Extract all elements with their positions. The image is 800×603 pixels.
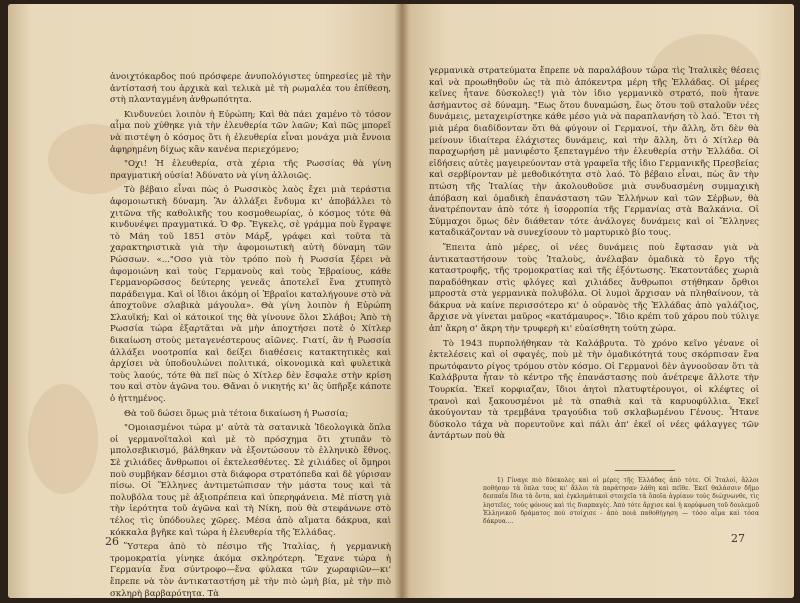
paragraph: Κινδυνεύει λοιπὸν ἡ Εὐρώπη; Καὶ θὰ πάει χαμένο τὸ τόσον αἷμα ποὺ χύθηκε γιὰ τὴν ἐλευθερία τῶν λαῶν; Καὶ πῶς μπορεῖ νὰ πιστέψη ὁ κόσμος ὅτι ἡ ἐλευθερία εἶναι μονάχα μιὰ ἔννοια ἀφηρημένη δίχως κἂν κανένα περιεχόμενο; xyxy=(110,109,391,155)
paragraph: Τὸ 1943 πυρπολήθηκαν τὰ Καλάβρυτα. Τὸ χρόνο κεῖνο γένανε οἱ ἐκτελέσεις καὶ οἱ σφαγές, ποὺ μὲ τὴν ὁμαδικότητά τους σκόρπισαν ἕνα πρωτόφαντο ρίγος τρόμου στὸν κόσμο. Οἱ Γερμανοὶ δὲν ἀγνοοῦσαν ὅτι τὰ Καλάβρυτα ἦταν τὸ κέντρο τῆς ἐπανάστασης ποὺ ἀνέτρεψε ἄλλοτε τὴν Τουρκία. Ἐκεῖ κορφιαζαν, ἴδιοι ἀητοὶ πλατυφτέρουγοι, οἱ κλέφτες οἱ τρανοὶ καὶ ξακουσμένοι μὲ τὰ σπαθιὰ καὶ τὰ καρυοφύλλια. Ἐκεῖ ἀκούγονταν τὰ τρεμβάνα τραγούδια τοῦ σκλαβωμένου Γένους. Ἦτανε δύσκολο τάχα νὰ πορευτοῦνε καὶ πάλι ἀπ' ἐκεῖ οἱ νέες φάλαγγες τῶν ἀντάρτων ποὺ θὰ xyxy=(429,338,759,442)
paragraph: Τὸ βέβαιο εἶναι πὼς ὁ Ρωσσικὸς λαὸς ἔχει μιὰ τεράστια ἀφομοιωτικὴ δύναμη. Ἂν ἀλλάξει ἔνδυμα κι' ἀποβάλλει τὸ χιτῶνα τῆς καθολικῆς του κοσμοθεωρίας, ὁ κόσμος τότε θὰ κινδυνέψει πραγματικά. Ὁ Φρ. Ἔγκελς, σὲ γράμμα ποὺ ἔγραψε τὸ Μάη τοῦ 1851 στὸν Μάρξ, γράφει καὶ τοῦτα τὰ χαρακτηριστικὰ γιὰ τὴν ἀφομοιωτικὴ αὐτὴ δύναμη τῶν Ρώσσων. «..."Οσο γιὰ τὸν τρόπο ποὺ ἡ Ρωσσία ξέρει νὰ ἀφομοιώνη καὶ τοὺς Γερμανοὺς καὶ τοὺς Ἑβραίους, κάθε Γερμανορῶσσος δεύτερης γενεᾶς ἀποτελεῖ ἕνα χτυπητὸ παράδειγμα. Καὶ οἱ ἴδιοι ἀκόμη οἱ Ἑβραῖοι καταλήγουνε στὸ νὰ ἀποχτοῦνε σλαβικὰ μάγουλα». Θὰ γίνη λοιπὸν ἡ Εὐρώπη Σλαυϊκή; Καὶ οἱ κάτοικοί της θὰ γίνουνε ὅλοι Σλάβοι; Ἀπὸ τὴ Ρωσσία τώρα ἐξαρτᾶται νὰ μὴν ἀποχτήσει ποτὲ ὁ Χίτλερ δικαίωση στοὺς μεταγενέστερους αἰῶνες. Γιατί, ἂν ἡ Ρωσσία ἀλλάξει νοοτροπία καὶ δείξει διαθέσεις κατακτητικὲς καὶ ἀρχίσει νὰ ὑποδουλώνει πολιτικά, οἰκονομικὰ καὶ φυλετικὰ τοὺς λαούς, τότε θὰ πεῖ πὼς ὁ Χίτλερ δὲν ἔσφαλε στὴν κρίση του καὶ στὸν ἀγῶνα του. Θἄναι ὁ νικητής κι' ἂς ὑπῆρξε κάποτε ὁ ἡττημένος. xyxy=(110,185,391,405)
footnote-rule xyxy=(615,470,675,471)
paragraph: "Ομοιασμένοι τώρα μ' αὐτὰ τὰ σατανικὰ Ἰδεολογικὰ ὅπλα οἱ γερμανοϊταλοὶ καὶ μὲ τὸ πρόσχημα ὅτι χτυπᾶν τὸ μπολσεβικισμό, βάλθηκαν νὰ ἐξοντώσουν τὸ ἑλληνικὸ ἔθνος. Σὲ χιλιάδες ἄνθρωποι οἱ ἐκτελεσθέντες. Σὲ χιλιάδες οἱ ὅμηροι ποὺ συμβήκαν δέσμιοι στὰ διάφορα στρατόπεδα καὶ δὲ γύρισαν πίσω. Οἱ Ἕλληνες ἀντιμετώπισαν τὴν μάστα τους καὶ τὰ πολυβόλα τους μὲ ἀξιοπρέπεια καὶ ὑπερηφάνεια. Μὲ πίστη γιὰ τὴν ἱερότητα τοῦ ἀγῶνα καὶ τὴ Νίκη, ποὺ θὰ στεφάνωνε στὸ τέλος τὶς ὑπόδουλες χῶρες. Μέσα ἀπὸ αἵματα δάκρυα, καὶ κόκκαλα βγῆκε καὶ τώρα ἡ ἐλευθερία τῆς Ἑλλάδας. xyxy=(110,423,391,538)
paragraph: "Οχι! Ἡ ἐλευθερία, στὰ χέρια τῆς Ρωσσίας θὰ γίνη πραγματική οὐσία! Ἀδύνατο νὰ γίνη ἀλλοιῶς. xyxy=(110,159,391,181)
footnote xyxy=(483,477,759,526)
right-page xyxy=(401,4,794,598)
left-page xyxy=(8,4,401,598)
paragraph: Ὕστερα ἀπὸ τὸ πέσιμο τῆς Ἰταλίας, ἡ γερμανικὴ τρομοκρατία γίνηκε ἀκόμα σκληρότερη. Ἔχανε τώρα ἡ Γερμανία ἕνα σύντροφο—ἕνα φύλακα τῶν χωραφιῶν—κι' ἔπρεπε νὰ τὸν ἀντικαταστήση μὲ τὴν πιὸ ὠμὴ βία, μὲ τὴν πιὸ σκληρὴ βαρβαρότητα. Τὰ xyxy=(110,542,391,599)
left-page-text xyxy=(110,72,391,603)
page-number: 27 xyxy=(731,532,745,545)
page-number: 26 xyxy=(105,535,119,548)
paragraph: Θὰ τοῦ δώσει ὅμως μιὰ τέτοια δικαίωση ἡ Ρωσσία; xyxy=(124,408,349,419)
paragraph: γερμανικὰ στρατεύματα ἔπρεπε νὰ παραλάβουν τώρα τὶς Ἰταλικὲς θέσεις καὶ νὰ προωθηθοῦν ὡς τὰ πιὸ ἀπόκεντρα μέρη τῆς Ἑλλάδας. Οἱ μέρες κεῖνες ἦτανε δύσκολες!) γιὰ τὸν ἰδιο γερμανικὸ στρατό, ποὺ ἦτανε ἀσήμαντος σὲ δύναμη. "Εως ὅτου δυναμώση, ἕως ὅτου τοῦ σταλοῦν νέες δυνάμεις, μεταχειρίστηκε κάθε μέσο γιὰ νὰ παραπλανήση τὸ λαό. Ἔτσι τὴ μιὰ μέρα διαδίδονταν ὅτι θὰ φύγουν οἱ Γερμανοί, τὴν ἄλλη, ὅτι δὲν θὰ μείνουν ἰδιαίτερα ἐλάχιστες δυνάμεις, καὶ τὴν ἄλλη, ὅτι ὁ Χίτλερ θὰ παραχωρήση μὲ μανιφέστο ξεπεταγμένο τὴν ἐλευθερία στὴν Ἑλλάδα. Οἱ εἰδήσεις αὐτὲς μαγειρεύονταν στὰ γραφεῖα τῆς ἰδιο Γερμανικῆς Πρεσβείας καὶ σερβίρονταν μὲ μεθοδικότητα στὸ λαό. Τὸ βέβαιο εἶναι, πὼς ἂν τὴν πτώση τῆς Ἰταλίας τὴν ἀκολουθοῦσε μιὰ συνδυασμένη συμμαχικὴ ἀπόβαση καὶ ὁμαδικὴ ἐπανάσταση τῶν Ἑλλήνων καὶ τῶν Σέρβων, θὰ ἀνατρέπονταν ἀπὸ τότε ἡ ἰσορροπία τῆς Γερμανίας στὰ Βαλκάνια. Οἱ Σύμμαχοι ὅμως δὲν διάθεταν τότε ἀνάλογες δυνάμεις καὶ οἱ Ἕλληνες καταδικάζονταν νὰ συνεχίσουν τὸ μαρτυρικὸ βίο τους. xyxy=(429,66,759,239)
paragraph: Ἔπειτα ἀπὸ μέρες, οἱ νέες δυνάμεις ποὺ ἔφτασαν γιὰ νὰ ἀντικαταστήσουν τοὺς Ἰταλοὺς, ἀνέλαβαν ὁμαδικὰ τὸ ἔργο τῆς καταστροφῆς, τῆς τρομοκρατίας καὶ τῆς ἐξόντωσης. Ἑκατοντάδες χωριὰ παραδόθηκαν στὶς φλόγες καὶ χιλιάδες ἄνθρωποι στήθηκαν ὄρθιοι μπροστὰ στὰ γερμανικὰ πολυβόλα. Οἱ λυμοὶ ἄρχισαν νὰ πληθαίνουν, τὰ δάκρυα νὰ καίνε περισσότερο κι' ὁ οὐρανὸς τῆς Ἑλλάδας ἀπὸ γαλάζιος, ἄρχισε νὰ γίνεται μαῦρος «κατάμαυρος». Ἴδιο κρέπι τοῦ χάρου ποὺ τύλιγε ἀπ' ἄκρη σ' ἄκρη τὴν τρυφερὴ κι' εὐαίσθητη τούτη χώρα. xyxy=(429,242,759,335)
open-book xyxy=(8,4,794,598)
footnote-text: 1) Γίναγε πιὸ δύσκολες καὶ οἱ μέρες τῆς Ἑλλάδας ἀπὸ τότε. Οἱ Ἰταλοί, ἄλλοι ποθήσαν τὰ ὅπλα τους κι' ἄλλοι τὰ παράτησαν λάθη καὶ πεῖθε. Ἐκεῖ θαλάσσιν δῆμο δεσπαΐα ἴδια τὰ ὅντα, καὶ ἐγκλημάτικοὶ στοιχεῖα τὰ ὅποῖα ἀγρίαυν τοὺς διώχνωνθε, τὶς ληστεῖες, τοὺς φόνους καὶ τὶς διαρπαγές. Ἀπὸ τότε ἄρχισε καὶ ἡ κορύφωση τοῦ δουλεμοῦ Ἑλληνικοῦ δράματος ποὺ στοίχισε - ἀπὸ ποιά παθοθήγηση — τόσο αἷμα καὶ τόσα δάκρυα.... xyxy=(483,477,759,526)
book-gutter xyxy=(394,4,410,598)
paragraph: ἀνοιχτόκαρδος πού πρόσφερε ἀνυπολόγιστες ὑπηρεσίες μὲ τὴν ἀντίστασή του ἀρχικὰ καὶ τελικὰ μὲ τὴ ρωμαλέα του ἐπίθεση, στὴ πλανταγμένη ἀνθρωπότητα. xyxy=(110,72,391,106)
right-page-text xyxy=(429,66,759,446)
paper-stain xyxy=(28,384,98,494)
